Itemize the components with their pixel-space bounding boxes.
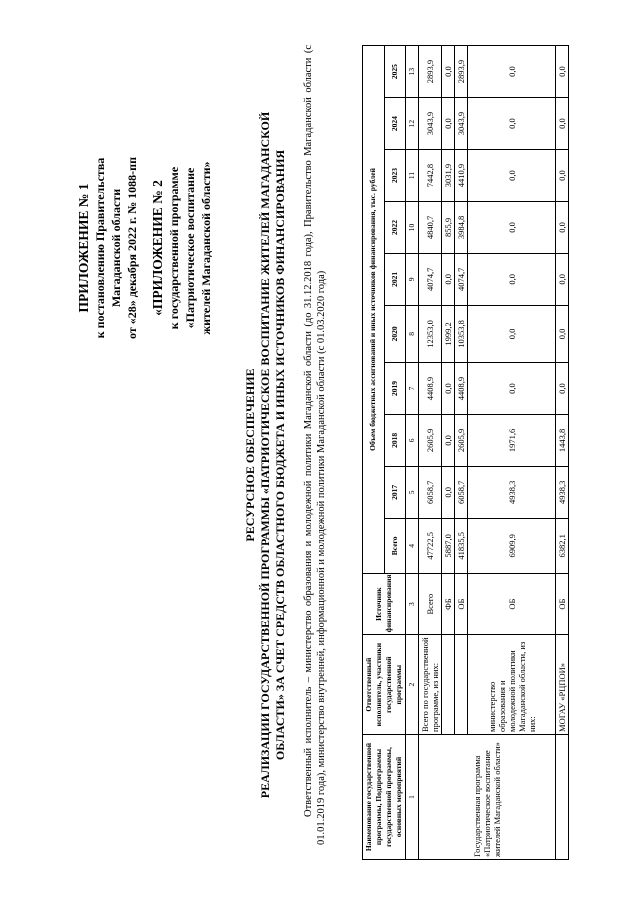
- value-cell: 0,0: [442, 363, 455, 415]
- value-cell: 6058,7: [419, 466, 442, 518]
- value-cell: 10353,8: [455, 305, 468, 362]
- value-cell: 0,0: [468, 305, 556, 362]
- source-cell: ОБ: [468, 573, 556, 634]
- heading-line: РЕСУРСНОЕ ОБЕСПЕЧЕНИЕ: [243, 368, 257, 542]
- column-number: 9: [406, 253, 419, 305]
- value-cell: 0,0: [468, 201, 556, 253]
- approval-line: к государственной программе: [167, 166, 181, 330]
- value-cell: 2605,9: [419, 414, 442, 466]
- column-number: 3: [406, 573, 419, 634]
- appendix-title: ПРИЛОЖЕНИЕ № 1: [76, 183, 91, 313]
- table-row: [556, 46, 569, 860]
- responsible-cell: Всего по государственной программе, из них:: [419, 635, 442, 735]
- value-cell: 4938,3: [468, 466, 556, 518]
- value-cell: 0,0: [468, 46, 556, 98]
- empty-cell: [556, 734, 569, 859]
- value-cell: 7442,8: [419, 150, 442, 202]
- value-cell: 0,0: [468, 150, 556, 202]
- column-number: 10: [406, 201, 419, 253]
- value-cell: 2893,9: [455, 46, 468, 98]
- value-cell: 4074,7: [419, 253, 442, 305]
- value-cell: 4840,7: [419, 201, 442, 253]
- approval-date: от «28» декабря 2022 г. № 1088-пп: [125, 157, 139, 340]
- total-cell: 47722,5: [419, 518, 442, 573]
- value-cell: 2893,9: [419, 46, 442, 98]
- resource-table: [362, 45, 569, 860]
- header-responsible: Ответственный исполнитель, участники государственной программы: [363, 635, 406, 735]
- header-source: Источник финансирования: [363, 573, 406, 634]
- value-cell: 1999,2: [442, 305, 455, 362]
- value-cell: 4408,9: [419, 363, 442, 415]
- value-cell: 0,0: [442, 98, 455, 150]
- value-cell: 0,0: [468, 363, 556, 415]
- value-cell: 12353,0: [419, 305, 442, 362]
- program-name-cell: Государственная программа «Патриотическое воспитание жителей Магаданской области»: [419, 734, 556, 859]
- value-cell: 0,0: [442, 253, 455, 305]
- total-cell: 41835,5: [455, 518, 468, 573]
- header-year: 2020: [384, 305, 406, 362]
- value-cell: 6058,7: [455, 466, 468, 518]
- column-number: 8: [406, 305, 419, 362]
- total-cell: 5887,0: [442, 518, 455, 573]
- heading-line: ОБЛАСТИ» ЗА СЧЕТ СРЕДСТВ ОБЛАСТНОГО БЮДЖЕТА И ИНЫХ ИСТОЧНИКОВ ФИНАНСИРОВАНИЯ: [273, 149, 287, 761]
- approval-line: Магаданской области: [109, 188, 123, 308]
- header-year: 2018: [384, 414, 406, 466]
- document-heading: [243, 65, 288, 845]
- value-cell: 0,0: [556, 150, 569, 202]
- header-year: 2025: [384, 46, 406, 98]
- header-year: 2019: [384, 363, 406, 415]
- source-cell: ОБ: [556, 573, 569, 634]
- value-cell: 855,9: [442, 201, 455, 253]
- header-year: 2023: [384, 150, 406, 202]
- source-cell: ОБ: [455, 573, 468, 634]
- responsible-cell: [455, 635, 468, 735]
- source-cell: ФБ: [442, 573, 455, 634]
- heading-line: РЕАЛИЗАЦИИ ГОСУДАРСТВЕННОЙ ПРОГРАММЫ «ПАТРИОТИЧЕСКОЕ ВОСПИТАНИЕ ЖИТЕЛЕЙ МАГАДАНСКОЙ: [258, 111, 272, 799]
- value-cell: 4074,7: [455, 253, 468, 305]
- value-cell: 3031,9: [442, 150, 455, 202]
- approval-line: к постановлению Правительства: [93, 157, 107, 339]
- total-cell: 6909,9: [468, 518, 556, 573]
- value-cell: 0,0: [556, 98, 569, 150]
- value-cell: 0,0: [468, 253, 556, 305]
- header-year: 2024: [384, 98, 406, 150]
- header-year: 2021: [384, 253, 406, 305]
- header-volume: Объем бюджетных ассигнований и иных источников финансирования, тыс. рублей: [363, 46, 385, 574]
- approval-stamp: [76, 78, 214, 418]
- column-number: 4: [406, 518, 419, 573]
- intro-text: Ответственный исполнитель – министерство образования и молодежной политики Магаданской области (до 31.12.2018 года), Правительство Магаданской области (с 01.01.2019 года), министерство внутренней, информационной и молодежной политики Магаданской области (с 01.03.2020 года): [303, 45, 327, 845]
- header-year: 2017: [384, 466, 406, 518]
- value-cell: 1443,8: [556, 414, 569, 466]
- responsible-executor-paragraph: [302, 45, 328, 845]
- value-cell: 4938,3: [556, 466, 569, 518]
- source-cell: Всего: [419, 573, 442, 634]
- column-number: 1: [406, 734, 419, 859]
- table-row: [419, 46, 442, 860]
- header-name: Наименование государственной программы, Подпрограммы государственной программы, основных мероприятий: [363, 734, 406, 859]
- value-cell: 2605,9: [455, 414, 468, 466]
- value-cell: 0,0: [442, 466, 455, 518]
- value-cell: 3043,9: [455, 98, 468, 150]
- header-year: 2022: [384, 201, 406, 253]
- column-number: 11: [406, 150, 419, 202]
- total-cell: 6382,1: [556, 518, 569, 573]
- column-number: 13: [406, 46, 419, 98]
- header-total: Всего: [384, 518, 406, 573]
- column-number: 6: [406, 414, 419, 466]
- approval-line: жителей Магаданской области»: [199, 161, 213, 335]
- column-number: 2: [406, 635, 419, 735]
- column-number: 7: [406, 363, 419, 415]
- responsible-cell: [442, 635, 455, 735]
- column-number: 5: [406, 466, 419, 518]
- value-cell: 0,0: [442, 46, 455, 98]
- value-cell: 0,0: [556, 363, 569, 415]
- value-cell: 0,0: [556, 305, 569, 362]
- value-cell: 3043,9: [419, 98, 442, 150]
- value-cell: 0,0: [468, 98, 556, 150]
- column-number-row: [406, 46, 419, 860]
- approval-line: «Патриотическое воспитание: [183, 167, 197, 329]
- value-cell: 0,0: [556, 46, 569, 98]
- value-cell: 1971,6: [468, 414, 556, 466]
- value-cell: 4408,9: [455, 363, 468, 415]
- value-cell: 0,0: [442, 414, 455, 466]
- responsible-cell: министерство образования и молодежной политики Магаданской области, из них:: [468, 635, 556, 735]
- column-number: 12: [406, 98, 419, 150]
- value-cell: 0,0: [556, 201, 569, 253]
- appendix-2-title: «ПРИЛОЖЕНИЕ № 2: [150, 180, 165, 316]
- responsible-cell: МОГАУ «РЦПОИ»: [556, 635, 569, 735]
- value-cell: 0,0: [556, 253, 569, 305]
- value-cell: 3984,8: [455, 201, 468, 253]
- value-cell: 4410,9: [455, 150, 468, 202]
